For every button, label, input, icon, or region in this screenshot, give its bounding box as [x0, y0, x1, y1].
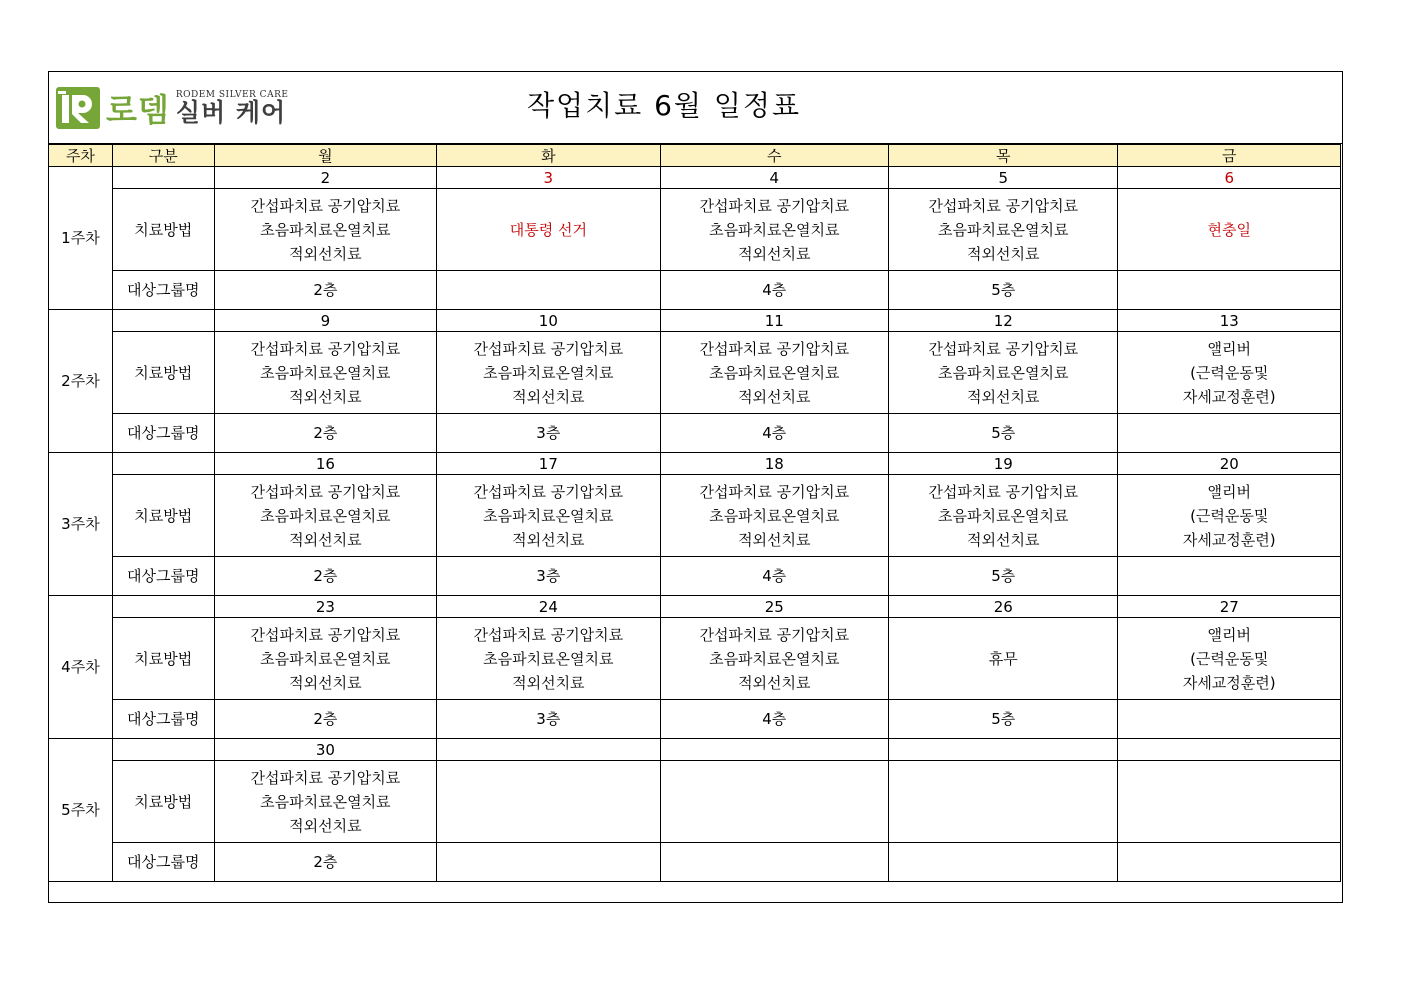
method-line: (근력운동및 — [1190, 363, 1269, 382]
group-cell: 5층 — [889, 700, 1118, 739]
method-cell — [1118, 332, 1341, 414]
method-cell — [889, 475, 1118, 557]
page-title: 작업치료 6월 일정표 — [527, 89, 802, 122]
method-line: 적외선치료 — [967, 244, 1040, 263]
method-line: 적외선치료 — [289, 387, 362, 406]
method-line: 앨리버 — [1207, 625, 1251, 644]
method-line: 적외선치료 — [738, 673, 811, 692]
method-line: 초음파치료온열치료 — [483, 363, 614, 382]
group-label: 대상그룹명 — [112, 271, 214, 310]
group-cell — [660, 843, 888, 882]
method-line: 초음파치료온열치료 — [938, 363, 1069, 382]
date-row-category-cell — [112, 167, 214, 189]
method-line: (근력운동및 — [1190, 506, 1269, 525]
method-row — [49, 761, 1341, 843]
date-cell: 5 — [889, 167, 1118, 189]
group-cell — [1118, 557, 1341, 596]
group-cell: 3층 — [437, 557, 660, 596]
group-cell: 4층 — [660, 271, 888, 310]
method-line: 초음파치료온열치료 — [260, 649, 391, 668]
date-cell: 4 — [660, 167, 888, 189]
header-category: 구분 — [112, 145, 214, 167]
group-cell: 2층 — [214, 700, 436, 739]
method-line: 휴무 — [988, 649, 1018, 668]
method-cell — [889, 618, 1118, 700]
logo-mark-icon — [56, 85, 102, 131]
header-row — [49, 145, 1341, 167]
date-row — [49, 167, 1341, 189]
method-row — [49, 475, 1341, 557]
method-line: 현충일 — [1207, 220, 1251, 239]
date-cell: 6 — [1118, 167, 1341, 189]
group-cell: 5층 — [889, 271, 1118, 310]
method-cell — [214, 332, 436, 414]
date-cell: 27 — [1118, 596, 1341, 618]
date-cell: 26 — [889, 596, 1118, 618]
method-line: 적외선치료 — [512, 673, 585, 692]
group-cell: 4층 — [660, 700, 888, 739]
method-cell — [437, 332, 660, 414]
method-line: 초음파치료온열치료 — [260, 792, 391, 811]
method-line: 간섭파치료 공기압치료 — [928, 482, 1079, 501]
method-line: 간섭파치료 공기압치료 — [699, 482, 850, 501]
date-row-category-cell — [112, 596, 214, 618]
method-line: 간섭파치료 공기압치료 — [250, 768, 401, 787]
logo-korean-text: 실버 케어 — [175, 98, 287, 127]
date-cell: 16 — [214, 453, 436, 475]
method-row — [49, 189, 1341, 271]
group-row — [49, 271, 1341, 310]
method-line: (근력운동및 — [1190, 649, 1269, 668]
date-cell: 2 — [214, 167, 436, 189]
method-label: 치료방법 — [112, 475, 214, 557]
method-line: 초음파치료온열치료 — [709, 506, 840, 525]
method-line: 적외선치료 — [512, 530, 585, 549]
group-cell: 2층 — [214, 271, 436, 310]
method-line: 적외선치료 — [289, 673, 362, 692]
method-cell — [889, 761, 1118, 843]
date-row-category-cell — [112, 453, 214, 475]
method-line: 적외선치료 — [289, 244, 362, 263]
header-day-mon: 월 — [214, 145, 436, 167]
date-row — [49, 596, 1341, 618]
method-line: 간섭파치료 공기압치료 — [699, 196, 850, 215]
method-line: 자세교정훈련) — [1182, 530, 1276, 549]
group-cell — [1118, 700, 1341, 739]
date-cell: 20 — [1118, 453, 1341, 475]
week-label: 5주차 — [49, 739, 113, 882]
date-cell: 9 — [214, 310, 436, 332]
method-line: 적외선치료 — [289, 816, 362, 835]
method-line: 초음파치료온열치료 — [709, 363, 840, 382]
method-line: 자세교정훈련) — [1182, 387, 1276, 406]
method-line: 초음파치료온열치료 — [483, 649, 614, 668]
group-cell: 5층 — [889, 557, 1118, 596]
method-line: 초음파치료온열치료 — [709, 220, 840, 239]
method-cell — [437, 618, 660, 700]
method-line: 간섭파치료 공기압치료 — [250, 339, 401, 358]
date-row-category-cell — [112, 739, 214, 761]
group-cell — [1118, 843, 1341, 882]
group-cell — [1118, 414, 1341, 453]
method-cell — [660, 332, 888, 414]
date-cell — [889, 739, 1118, 761]
date-cell: 25 — [660, 596, 888, 618]
group-label: 대상그룹명 — [112, 557, 214, 596]
method-line: 간섭파치료 공기압치료 — [473, 482, 624, 501]
group-row — [49, 843, 1341, 882]
group-cell: 2층 — [214, 843, 436, 882]
schedule-table — [48, 144, 1341, 882]
method-line: 대통령 선거 — [509, 220, 587, 239]
group-label: 대상그룹명 — [112, 414, 214, 453]
date-cell: 12 — [889, 310, 1118, 332]
date-cell — [1118, 739, 1341, 761]
method-line: 초음파치료온열치료 — [938, 220, 1069, 239]
method-cell — [214, 475, 436, 557]
group-cell: 3층 — [437, 414, 660, 453]
method-cell — [214, 618, 436, 700]
group-cell — [437, 843, 660, 882]
method-line: 적외선치료 — [738, 244, 811, 263]
date-cell: 13 — [1118, 310, 1341, 332]
method-cell — [1118, 189, 1341, 271]
date-cell: 17 — [437, 453, 660, 475]
group-label: 대상그룹명 — [112, 843, 214, 882]
method-line: 적외선치료 — [512, 387, 585, 406]
method-cell — [889, 332, 1118, 414]
group-cell: 4층 — [660, 414, 888, 453]
method-label: 치료방법 — [112, 761, 214, 843]
method-cell — [660, 475, 888, 557]
group-cell: 2층 — [214, 414, 436, 453]
week-label: 2주차 — [49, 310, 113, 453]
date-cell: 11 — [660, 310, 888, 332]
method-line: 간섭파치료 공기압치료 — [699, 339, 850, 358]
method-line: 적외선치료 — [289, 530, 362, 549]
method-line: 초음파치료온열치료 — [260, 506, 391, 525]
method-cell — [1118, 761, 1341, 843]
date-cell — [437, 739, 660, 761]
title-area — [49, 72, 1342, 144]
method-label: 치료방법 — [112, 618, 214, 700]
date-cell: 23 — [214, 596, 436, 618]
method-line: 간섭파치료 공기압치료 — [699, 625, 850, 644]
date-cell: 24 — [437, 596, 660, 618]
group-cell — [1118, 271, 1341, 310]
method-cell — [660, 618, 888, 700]
date-cell: 10 — [437, 310, 660, 332]
schedule-sheet — [48, 71, 1343, 903]
group-cell — [889, 843, 1118, 882]
date-cell: 3 — [437, 167, 660, 189]
date-row — [49, 310, 1341, 332]
method-line: 간섭파치료 공기압치료 — [250, 196, 401, 215]
method-line: 적외선치료 — [967, 530, 1040, 549]
method-cell — [214, 189, 436, 271]
group-label: 대상그룹명 — [112, 700, 214, 739]
date-cell: 30 — [214, 739, 436, 761]
method-line: 간섭파치료 공기압치료 — [473, 339, 624, 358]
group-cell: 5층 — [889, 414, 1118, 453]
method-line: 간섭파치료 공기압치료 — [928, 339, 1079, 358]
method-label: 치료방법 — [112, 332, 214, 414]
group-cell — [437, 271, 660, 310]
method-line: 초음파치료온열치료 — [709, 649, 840, 668]
method-cell — [214, 761, 436, 843]
method-cell — [437, 189, 660, 271]
method-line: 적외선치료 — [738, 530, 811, 549]
date-cell: 18 — [660, 453, 888, 475]
method-cell — [1118, 475, 1341, 557]
method-line: 초음파치료온열치료 — [260, 363, 391, 382]
week-label: 1주차 — [49, 167, 113, 310]
method-cell — [1118, 618, 1341, 700]
week-label: 4주차 — [49, 596, 113, 739]
group-cell: 2층 — [214, 557, 436, 596]
method-cell — [437, 761, 660, 843]
method-line: 초음파치료온열치료 — [938, 506, 1069, 525]
method-label: 치료방법 — [112, 189, 214, 271]
header-day-fri: 금 — [1118, 145, 1341, 167]
method-row — [49, 332, 1341, 414]
header-week: 주차 — [49, 145, 113, 167]
logo — [56, 84, 288, 132]
group-cell: 4층 — [660, 557, 888, 596]
header-day-wed: 수 — [660, 145, 888, 167]
date-cell — [660, 739, 888, 761]
method-line: 앨리버 — [1207, 339, 1251, 358]
method-row — [49, 618, 1341, 700]
date-row-category-cell — [112, 310, 214, 332]
header-day-tue: 화 — [437, 145, 660, 167]
date-row — [49, 739, 1341, 761]
header-day-thu: 목 — [889, 145, 1118, 167]
method-line: 간섭파치료 공기압치료 — [250, 625, 401, 644]
logo-english-text: RODEM SILVER CARE — [175, 90, 289, 100]
method-line: 앨리버 — [1207, 482, 1251, 501]
method-line: 초음파치료온열치료 — [260, 220, 391, 239]
method-line: 간섭파치료 공기압치료 — [928, 196, 1079, 215]
method-line: 초음파치료온열치료 — [483, 506, 614, 525]
method-line: 간섭파치료 공기압치료 — [473, 625, 624, 644]
group-cell: 3층 — [437, 700, 660, 739]
group-row — [49, 557, 1341, 596]
method-line: 간섭파치료 공기압치료 — [250, 482, 401, 501]
group-row — [49, 414, 1341, 453]
method-cell — [660, 189, 888, 271]
week-label: 3주차 — [49, 453, 113, 596]
logo-brand-text: 로뎀 — [106, 91, 170, 129]
method-cell — [889, 189, 1118, 271]
method-cell — [660, 761, 888, 843]
date-row — [49, 453, 1341, 475]
method-cell — [437, 475, 660, 557]
group-row — [49, 700, 1341, 739]
method-line: 적외선치료 — [967, 387, 1040, 406]
method-line: 자세교정훈련) — [1182, 673, 1276, 692]
method-line: 적외선치료 — [738, 387, 811, 406]
date-cell: 19 — [889, 453, 1118, 475]
